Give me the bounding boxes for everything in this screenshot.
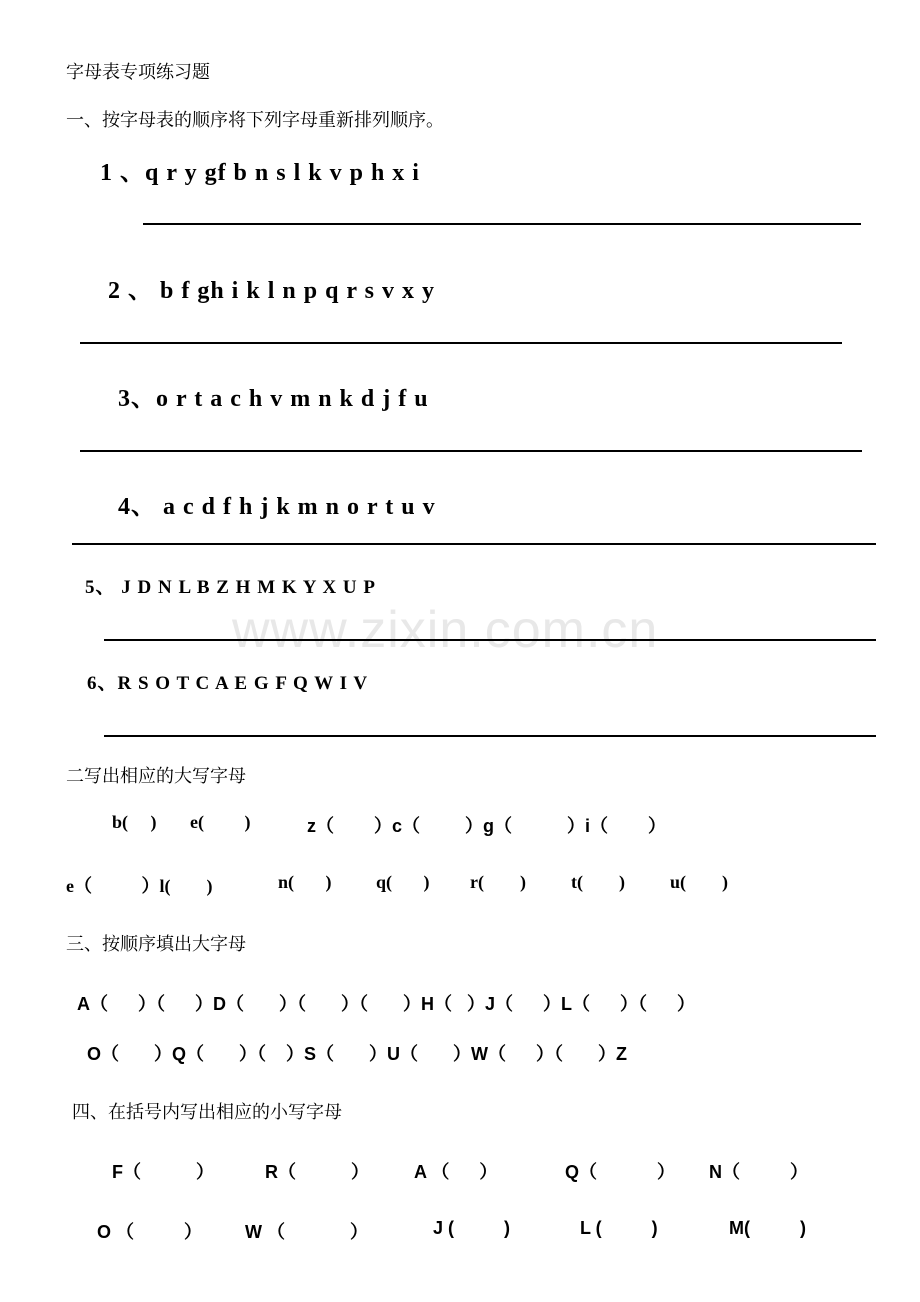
section3-heading: 三、按顺序填出大字母 [66, 934, 246, 955]
section3-row-1[interactable]: A（ ）（ ）D（ ）（ ）（ ）H（ ）J（ ）L（ ）（ ） [77, 994, 696, 1014]
question-3: 3、o r t a c h v m n k d j f u [118, 386, 429, 412]
blank-item[interactable]: F（ ） [112, 1162, 215, 1182]
answer-line-6[interactable] [104, 735, 876, 737]
section3-row-2[interactable]: O（ ）Q（ ）（ ）S（ ）U（ ）W（ ）（ ）Z [87, 1044, 628, 1064]
section4-heading: 四、在括号内写出相应的小写字母 [72, 1102, 342, 1123]
section1-heading: 一、按字母表的顺序将下列字母重新排列顺序。 [66, 110, 444, 131]
answer-line-4[interactable] [72, 543, 876, 545]
question-1: 1 、q r y gf b n s l k v p h x i [100, 160, 420, 186]
blank-item[interactable]: A （ ） [414, 1162, 498, 1182]
question-2: 2 、 b f gh i k l n p q r s v x y [108, 278, 435, 304]
blank-item[interactable]: e( ) [190, 812, 251, 832]
watermark: www.zixin.com.cn [232, 601, 659, 659]
blank-item[interactable]: t( ) [571, 872, 625, 892]
answer-line-3[interactable] [80, 450, 862, 452]
blank-item[interactable]: W （ ） [245, 1222, 369, 1242]
blank-item[interactable]: N（ ） [709, 1162, 809, 1182]
blank-item[interactable]: e（ ）l( ) [66, 876, 213, 896]
blank-item[interactable]: O （ ） [97, 1222, 203, 1242]
blank-item[interactable]: q( ) [376, 872, 430, 892]
blank-item[interactable]: r( ) [470, 872, 526, 892]
question-6: 6、R S O T C A E G F Q W I V [87, 673, 369, 694]
blank-item[interactable]: R（ ） [265, 1162, 370, 1182]
blank-item[interactable]: L ( ) [580, 1218, 658, 1238]
question-4: 4、 a c d f h j k m n o r t u v [118, 494, 436, 520]
question-5: 5、 J D N L B Z H M K Y X U P [85, 577, 377, 598]
answer-line-1[interactable] [143, 223, 861, 225]
blank-item[interactable]: z（ ）c（ ）g（ ）i（ ） [307, 816, 667, 836]
page-title: 字母表专项练习题 [66, 62, 210, 83]
blank-item[interactable]: n( ) [278, 872, 332, 892]
blank-item[interactable]: Q（ ） [565, 1162, 676, 1182]
blank-item[interactable]: b( ) [112, 812, 157, 832]
blank-item[interactable]: M( ) [729, 1218, 806, 1238]
blank-item[interactable]: J ( ) [433, 1218, 511, 1238]
answer-line-5[interactable] [104, 639, 876, 641]
answer-line-2[interactable] [80, 342, 842, 344]
section2-heading: 二写出相应的大写字母 [66, 766, 246, 787]
blank-item[interactable]: u( ) [670, 872, 728, 892]
